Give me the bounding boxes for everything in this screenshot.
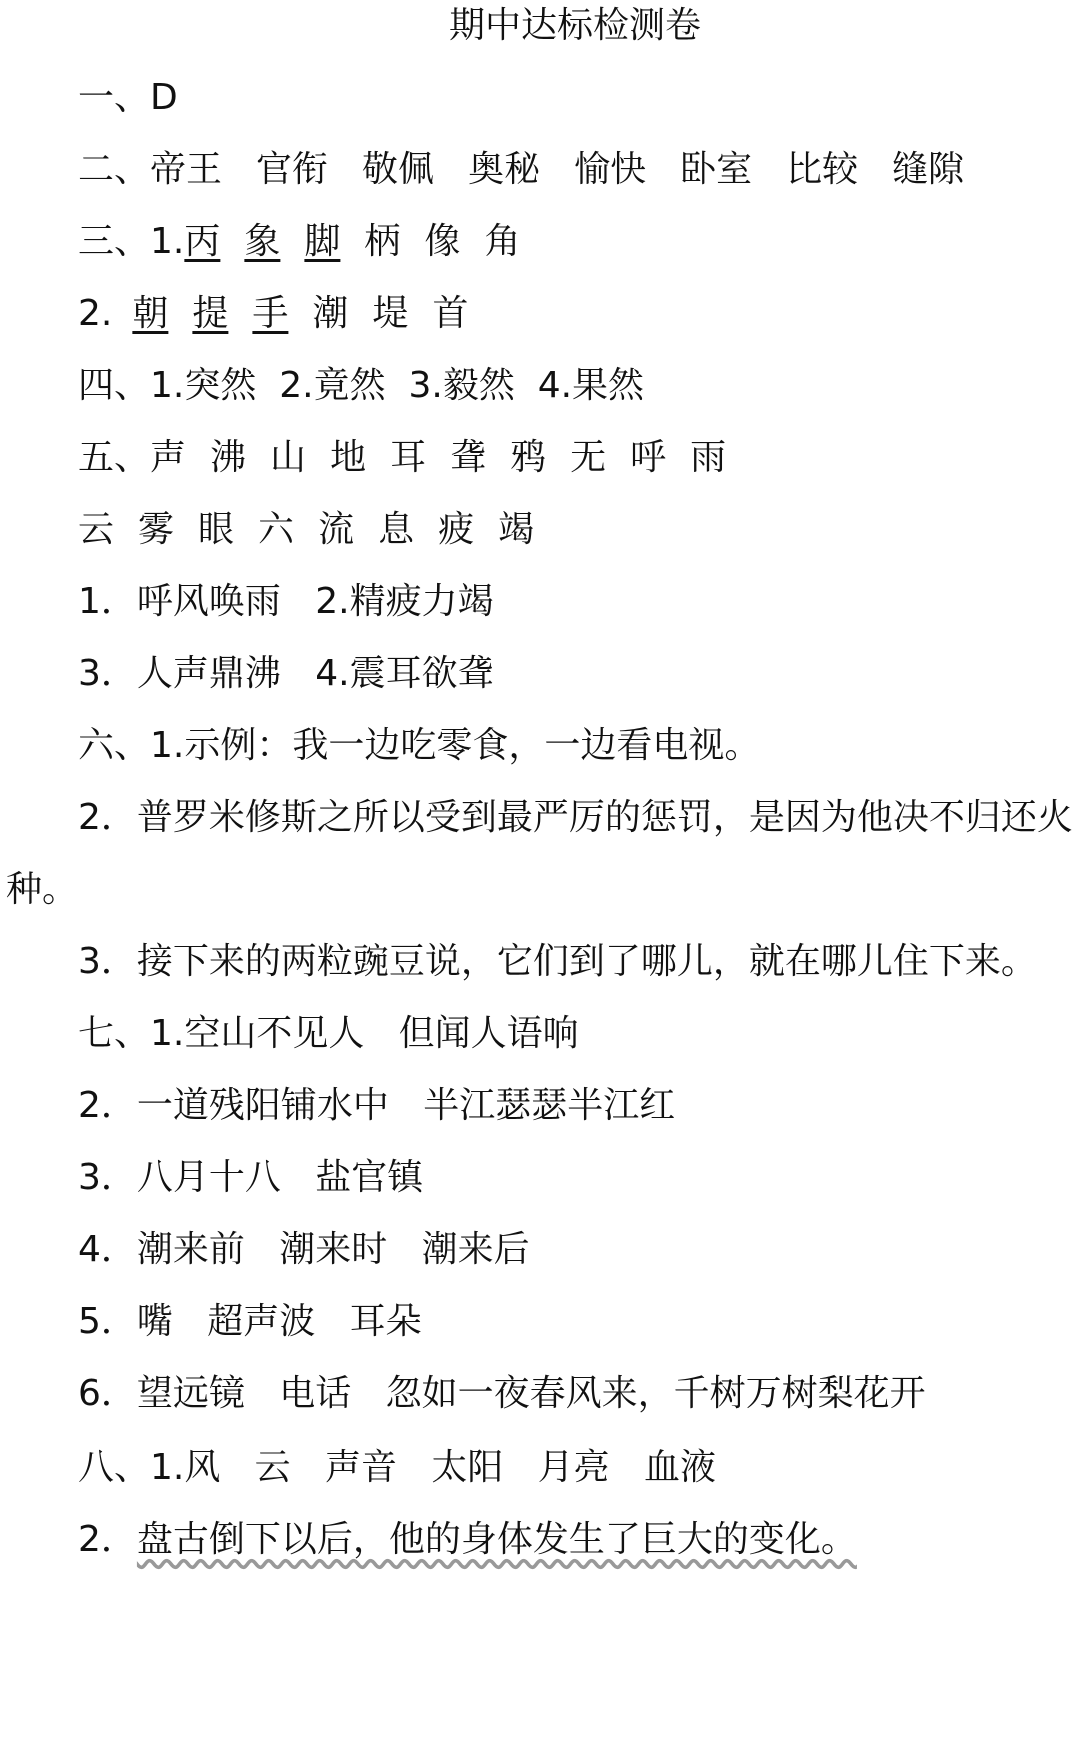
answer-line-7-4: 4．潮来前 潮来时 潮来后: [78, 1229, 530, 1270]
answer-line-1: 一、D: [78, 77, 178, 118]
word: 缝隙: [892, 149, 965, 190]
underlined-char: 丙: [184, 221, 221, 262]
underlined-char: 手: [252, 293, 289, 334]
underlined-char: 朝: [132, 293, 169, 334]
char: 山: [270, 437, 307, 478]
answer-line-3-2: [78, 292, 468, 336]
answer-line-7-6: 6．望远镜 电话 忽如一夜春风来，千树万树梨花开: [78, 1373, 926, 1414]
char: 六: [258, 509, 295, 550]
char: 沸: [210, 437, 247, 478]
word: 愉快: [574, 149, 647, 190]
answer-line-7-1: 七、1.空山不见人 但闻人语响: [78, 1013, 579, 1054]
answer-line-4: 四、1.突然 2.竟然 3.毅然 4.果然: [78, 365, 645, 406]
char: 息: [378, 509, 415, 550]
word: 官衔: [256, 149, 329, 190]
char: 鸦: [510, 437, 547, 478]
char: 呼: [630, 437, 667, 478]
answer-line-6-2: 2．普罗米修斯之所以受到最严厉的惩罚，是因为他决不归还火: [78, 797, 1073, 838]
answer-line-5-3: 3．人声鼎沸 4.震耳欲聋: [78, 653, 494, 694]
char: 耳: [390, 437, 427, 478]
answer-line-8-2: [78, 1518, 857, 1562]
char: 聋: [450, 437, 487, 478]
answer-line-7-2: 2．一道残阳铺水中 半江瑟瑟半江红: [78, 1085, 676, 1126]
char: 竭: [498, 509, 535, 550]
answer-line-6-1: 六、1.示例：我一边吃零食，一边看电视。: [78, 725, 761, 766]
answer-line-8-1: 八、1.风 云 声音 太阳 月亮 血液: [78, 1447, 716, 1488]
char: 雨: [690, 437, 727, 478]
answer-line-2: [78, 148, 964, 192]
char: 堤: [372, 293, 409, 334]
char: 首: [432, 293, 469, 334]
word: 比较: [786, 149, 859, 190]
char: 疲: [438, 509, 475, 550]
answer-line-7-3: 3．八月十八 盐官镇: [78, 1157, 424, 1198]
underlined-char: 象: [244, 221, 281, 262]
char: 无: [570, 437, 607, 478]
answer-line-7-5: 5．嘴 超声波 耳朵: [78, 1301, 422, 1342]
page-title: 期中达标检测卷: [448, 5, 701, 46]
section-lead: 二、: [78, 149, 151, 190]
answer-line-6-3: 3．接下来的两粒豌豆说，它们到了哪儿，就在哪儿住下来。: [78, 941, 1037, 982]
char: 柄: [364, 221, 401, 262]
word: 敬佩: [362, 149, 435, 190]
char: 潮: [312, 293, 349, 334]
answer-line-6-2-cont: 种。: [6, 869, 79, 910]
char: 地: [330, 437, 367, 478]
word: 卧室: [680, 149, 753, 190]
wavy-underlined-sentence: 盘古倒下以后，他的身体发生了巨大的变化。: [136, 1519, 857, 1560]
item-number: 2.: [78, 293, 113, 334]
answer-line-5-1: 1．呼风唤雨 2.精疲力竭: [78, 581, 494, 622]
word: 奥秘: [468, 149, 541, 190]
item-number: 2．: [78, 1519, 137, 1560]
answer-line-3-1: [78, 220, 520, 264]
section-lead: 三、1.: [78, 221, 185, 262]
answer-line-5b: [78, 508, 534, 552]
char: 像: [424, 221, 461, 262]
char: 眼: [198, 509, 235, 550]
char: 角: [484, 221, 521, 262]
word: 帝王: [150, 149, 223, 190]
underlined-char: 提: [192, 293, 229, 334]
char: 流: [318, 509, 355, 550]
section-lead: 五、: [78, 437, 151, 478]
char: 雾: [138, 509, 175, 550]
answer-line-5a: [78, 436, 726, 480]
underlined-char: 脚: [304, 221, 341, 262]
char: 声: [150, 437, 187, 478]
char: 云: [78, 509, 115, 550]
